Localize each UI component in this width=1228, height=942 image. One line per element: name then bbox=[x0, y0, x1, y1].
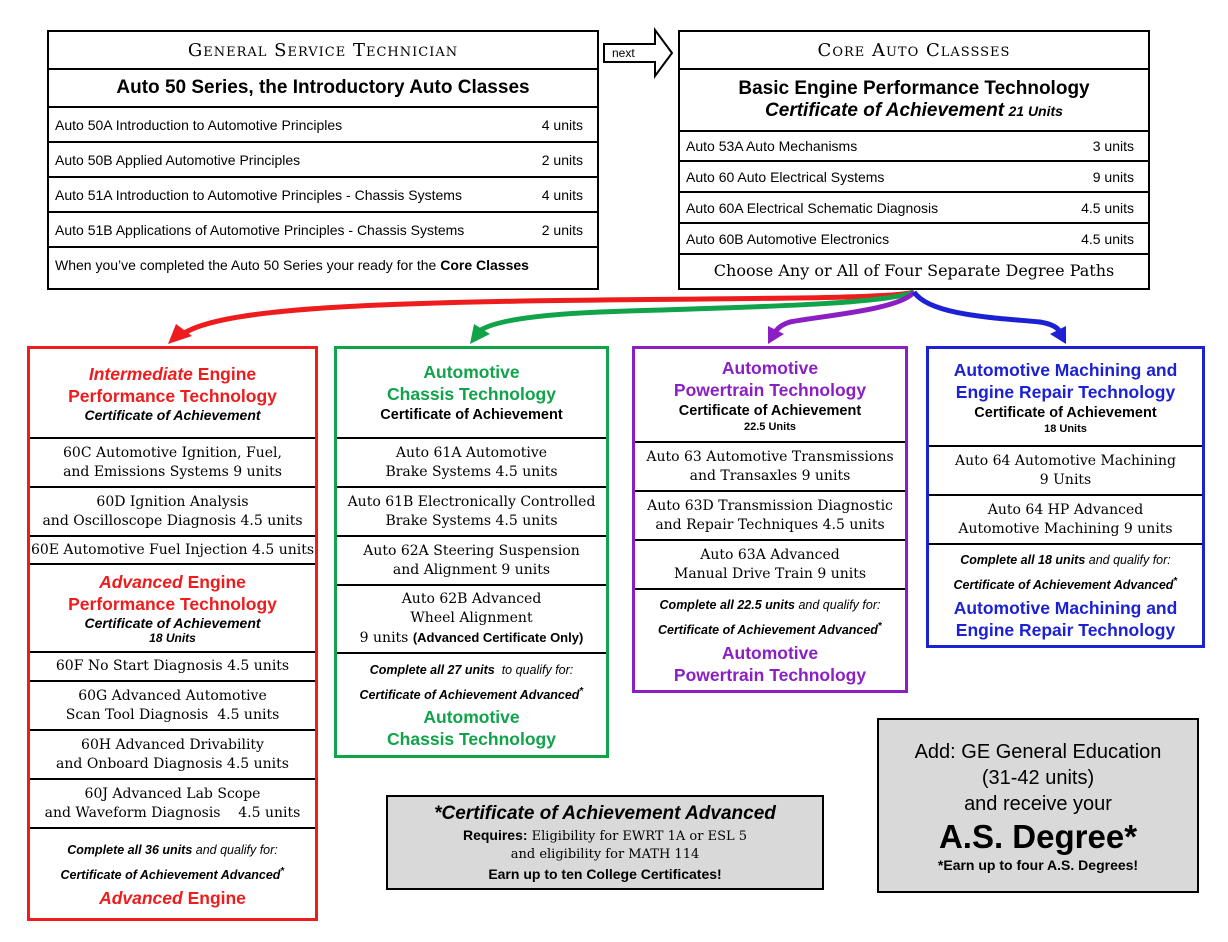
engine-adv-rest: Engine bbox=[182, 572, 246, 592]
course-units: 9 units bbox=[1092, 168, 1134, 185]
engine-final bbox=[99, 887, 246, 909]
chassis-complete bbox=[370, 659, 574, 681]
engine-course: 60F No Start Diagnosis 4.5 units bbox=[30, 651, 315, 680]
powertrain-units: 22.5 Units bbox=[744, 421, 796, 433]
course-line: Auto 62A Steering Suspension bbox=[363, 542, 580, 559]
course-line: 60D Ignition Analysis bbox=[96, 493, 249, 510]
engine-box bbox=[27, 346, 318, 921]
course-name: Auto 60B Automotive Electronics bbox=[686, 230, 890, 247]
course-note: (Advanced Certificate Only) bbox=[412, 630, 584, 645]
machining-h2: Engine Repair Technology bbox=[955, 382, 1176, 402]
adv-cert-text: Certificate of Achievement Advanced bbox=[359, 688, 580, 703]
machining-cert: Certificate of Achievement bbox=[974, 405, 1157, 421]
powertrain-course bbox=[635, 490, 905, 539]
complete-rest: and qualify for: bbox=[1085, 553, 1171, 568]
powertrain-course bbox=[635, 539, 905, 588]
gst-box bbox=[47, 30, 599, 290]
engine-h1 bbox=[89, 363, 256, 385]
next-label: next bbox=[612, 46, 635, 60]
course-line: Automotive Machining 9 units bbox=[958, 520, 1173, 537]
engine-course bbox=[30, 486, 315, 535]
chassis-h1: Automotive bbox=[423, 362, 520, 382]
advanced-cert-title: *Certificate of Achievement Advanced bbox=[434, 802, 776, 824]
engine-course: 60E Automotive Fuel Injection 4.5 units bbox=[30, 535, 315, 563]
core-heading-block bbox=[680, 68, 1148, 130]
complete-rest: and qualify for: bbox=[795, 598, 881, 613]
chassis-course bbox=[337, 486, 606, 535]
degree-line3: and receive your bbox=[964, 792, 1112, 815]
degree-big: A.S. Degree* bbox=[938, 817, 1138, 855]
course-line: Brake Systems 4.5 units bbox=[385, 463, 558, 480]
gst-course-row bbox=[49, 141, 597, 176]
engine-adv-h2: Performance Technology bbox=[68, 594, 277, 614]
engine-h1-rest: Engine bbox=[192, 364, 257, 384]
gst-title: General Service Technician bbox=[187, 39, 459, 61]
powertrain-adv-cert-line bbox=[658, 616, 882, 641]
core-title: Core Auto Classses bbox=[817, 39, 1011, 61]
machining-h1: Automotive Machining and bbox=[953, 360, 1178, 380]
course-line bbox=[360, 628, 584, 648]
course-units: 2 units bbox=[541, 221, 583, 238]
powertrain-h1: Automotive bbox=[721, 358, 819, 378]
machining-adv-cert-line bbox=[953, 571, 1177, 596]
gst-course-row bbox=[49, 211, 597, 246]
engine-cert: Certificate of Achievement bbox=[84, 407, 261, 423]
chassis-h2: Chassis Technology bbox=[387, 384, 556, 404]
machining-header bbox=[929, 349, 1202, 445]
advanced-cert-line3: Earn up to ten College Certificates! bbox=[488, 865, 722, 882]
course-line: 60J Advanced Lab Scope bbox=[84, 785, 261, 802]
powertrain-box bbox=[632, 346, 908, 693]
adv-cert-text: Certificate of Achievement Advanced bbox=[60, 868, 281, 883]
engine-h1-italic: Intermediate bbox=[88, 364, 193, 384]
chassis-f1: Automotive bbox=[423, 707, 520, 728]
course-units: 4.5 units bbox=[1081, 230, 1134, 247]
course-line: and Emissions Systems 9 units bbox=[63, 463, 282, 480]
course-name: Auto 50B Applied Automotive Principles bbox=[55, 151, 301, 168]
course-line: 9 Units bbox=[1039, 471, 1092, 488]
engine-course bbox=[30, 778, 315, 827]
core-cert-units: 21 Units bbox=[1008, 103, 1063, 119]
chassis-footer bbox=[337, 652, 606, 755]
engine-course bbox=[30, 437, 315, 486]
star: * bbox=[1173, 576, 1178, 588]
course-line: 60H Advanced Drivability bbox=[81, 736, 264, 753]
machining-f2: Engine Repair Technology bbox=[955, 619, 1176, 640]
course-line: and Oscilloscope Diagnosis 4.5 units bbox=[42, 512, 303, 529]
course-line: and Waveform Diagnosis 4.5 units bbox=[44, 804, 301, 821]
course-units: 4 units bbox=[541, 186, 583, 203]
powertrain-header bbox=[635, 349, 905, 441]
course-line: Auto 64 Automotive Machining bbox=[954, 452, 1177, 469]
complete-rest: to qualify for: bbox=[498, 662, 574, 677]
gst-footer-text: When you’ve completed the Auto 50 Series your ready for the bbox=[55, 256, 441, 273]
engine-course bbox=[30, 729, 315, 778]
advanced-cert-req bbox=[388, 826, 822, 846]
course-line: Auto 63A Advanced bbox=[700, 546, 840, 563]
advanced-cert-line2: and eligibility for MATH 114 bbox=[510, 846, 700, 862]
core-cert: Certificate of Achievement bbox=[765, 100, 1005, 121]
course-line: and Repair Techniques 4.5 units bbox=[655, 516, 885, 533]
course-line: Manual Drive Train 9 units bbox=[673, 565, 867, 582]
course-name: Auto 51B Applications of Automotive Principles - Chassis Systems bbox=[55, 221, 465, 238]
advanced-cert-note bbox=[386, 795, 824, 890]
powertrain-complete bbox=[660, 594, 881, 616]
machining-course bbox=[929, 494, 1202, 543]
course-line: Scan Tool Diagnosis 4.5 units bbox=[65, 706, 280, 723]
course-name: Auto 53A Auto Mechanisms bbox=[686, 138, 858, 154]
machining-complete bbox=[960, 549, 1171, 571]
course-line: Auto 63 Automotive Transmissions bbox=[646, 448, 894, 465]
powertrain-h2: Powertrain Technology bbox=[673, 380, 867, 400]
engine-h2: Performance Technology bbox=[68, 386, 277, 406]
course-line: 60C Automotive Ignition, Fuel, bbox=[63, 444, 282, 461]
core-heading: Basic Engine Performance Technology bbox=[738, 78, 1090, 99]
course-line: Brake Systems 4.5 units bbox=[385, 512, 558, 529]
req-bold: Requires: bbox=[462, 826, 528, 843]
course-name: Auto 60A Electrical Schematic Diagnosis bbox=[686, 199, 939, 216]
course-units: 4 units bbox=[541, 116, 583, 133]
chassis-f2: Chassis Technology bbox=[387, 729, 556, 750]
course-units: 4.5 units bbox=[1081, 199, 1134, 216]
course-name: Auto 60 Auto Electrical Systems bbox=[686, 168, 885, 185]
degree-line1: Add: GE General Education bbox=[914, 740, 1162, 763]
powertrain-cert: Certificate of Achievement bbox=[678, 403, 862, 419]
engine-footer bbox=[30, 827, 315, 919]
machining-course bbox=[929, 445, 1202, 494]
gst-course-row bbox=[49, 106, 597, 141]
gst-footer-bold: Core Classes bbox=[440, 256, 529, 273]
degree-line2: (31-42 units) bbox=[981, 766, 1095, 789]
course-line: and Onboard Diagnosis 4.5 units bbox=[56, 755, 289, 772]
req-rest: Eligibility for EWRT 1A or ESL 5 bbox=[527, 828, 748, 844]
powertrain-footer bbox=[635, 588, 905, 690]
blue-path-arrow bbox=[914, 292, 1060, 332]
engine-header bbox=[30, 349, 315, 437]
core-course-row bbox=[680, 160, 1148, 191]
course-line: and Alignment 9 units bbox=[392, 561, 551, 578]
chassis-course bbox=[337, 584, 606, 652]
adv-cert-text: Certificate of Achievement Advanced bbox=[657, 623, 878, 638]
chassis-header bbox=[337, 349, 606, 437]
course-line: 60G Advanced Automotive bbox=[78, 687, 267, 704]
core-course-row bbox=[680, 191, 1148, 222]
core-box bbox=[678, 30, 1150, 290]
course-line: Auto 63D Transmission Diagnostic bbox=[647, 497, 893, 514]
machining-units: 18 Units bbox=[1044, 423, 1087, 435]
complete-bold: Complete all 36 units bbox=[67, 843, 193, 858]
engine-adv-units: 18 Units bbox=[149, 631, 196, 645]
course-units: 9 units bbox=[359, 630, 413, 646]
engine-adv-cert: Certificate of Achievement bbox=[84, 615, 261, 631]
gst-course-row bbox=[49, 176, 597, 211]
engine-adv-header bbox=[30, 563, 315, 651]
course-line: Auto 62B Advanced bbox=[401, 591, 542, 607]
machining-footer bbox=[929, 543, 1202, 645]
chassis-course bbox=[337, 437, 606, 486]
gst-subtitle: Auto 50 Series, the Introductory Auto Classes bbox=[49, 68, 597, 106]
engine-final-rest: Engine bbox=[182, 887, 246, 908]
course-line: Auto 61B Electronically Controlled bbox=[347, 493, 596, 510]
complete-bold: Complete all 18 units bbox=[960, 553, 1086, 568]
adv-cert-text: Certificate of Achievement Advanced bbox=[953, 578, 1174, 593]
powertrain-f1: Automotive bbox=[721, 642, 819, 663]
core-course-row bbox=[680, 222, 1148, 253]
star: * bbox=[877, 621, 883, 633]
gst-footer bbox=[49, 246, 597, 281]
engine-course bbox=[30, 680, 315, 729]
engine-complete bbox=[67, 839, 278, 861]
complete-bold: Complete all 22.5 units bbox=[659, 598, 795, 613]
core-course-row bbox=[680, 130, 1148, 160]
course-units: 2 units bbox=[541, 151, 583, 168]
course-line: and Transaxles 9 units bbox=[689, 467, 851, 484]
course-name: Auto 51A Introduction to Automotive Principles - Chassis Systems bbox=[55, 186, 462, 203]
engine-final-italic: Advanced bbox=[99, 887, 183, 908]
machining-f1: Automotive Machining and bbox=[953, 597, 1178, 618]
course-name: Auto 50A Introduction to Automotive Principles bbox=[55, 116, 343, 133]
engine-adv-h1 bbox=[99, 571, 246, 593]
powertrain-course bbox=[635, 441, 905, 490]
engine-adv-italic: Advanced bbox=[99, 572, 183, 592]
course-units: 3 units bbox=[1092, 138, 1134, 154]
degree-small: *Earn up to four A.S. Degrees! bbox=[937, 856, 1139, 873]
core-choose: Choose Any or All of Four Separate Degree Paths bbox=[680, 253, 1148, 286]
course-line: Auto 61A Automotive bbox=[395, 444, 548, 461]
complete-bold: Complete all 27 units bbox=[369, 662, 499, 677]
degree-box bbox=[877, 718, 1199, 893]
chassis-box bbox=[334, 346, 609, 758]
star: * bbox=[280, 866, 285, 878]
powertrain-f2: Powertrain Technology bbox=[673, 664, 867, 685]
chassis-adv-cert-line bbox=[359, 681, 583, 706]
complete-rest: and qualify for: bbox=[192, 843, 278, 858]
machining-box bbox=[926, 346, 1205, 648]
core-cert-line bbox=[765, 100, 1063, 122]
engine-adv-cert-line bbox=[60, 861, 284, 886]
chassis-course bbox=[337, 535, 606, 584]
star: * bbox=[579, 685, 584, 697]
chassis-cert: Certificate of Achievement bbox=[380, 407, 563, 423]
course-line: Wheel Alignment bbox=[410, 610, 533, 626]
course-line: Auto 64 HP Advanced bbox=[987, 501, 1144, 518]
